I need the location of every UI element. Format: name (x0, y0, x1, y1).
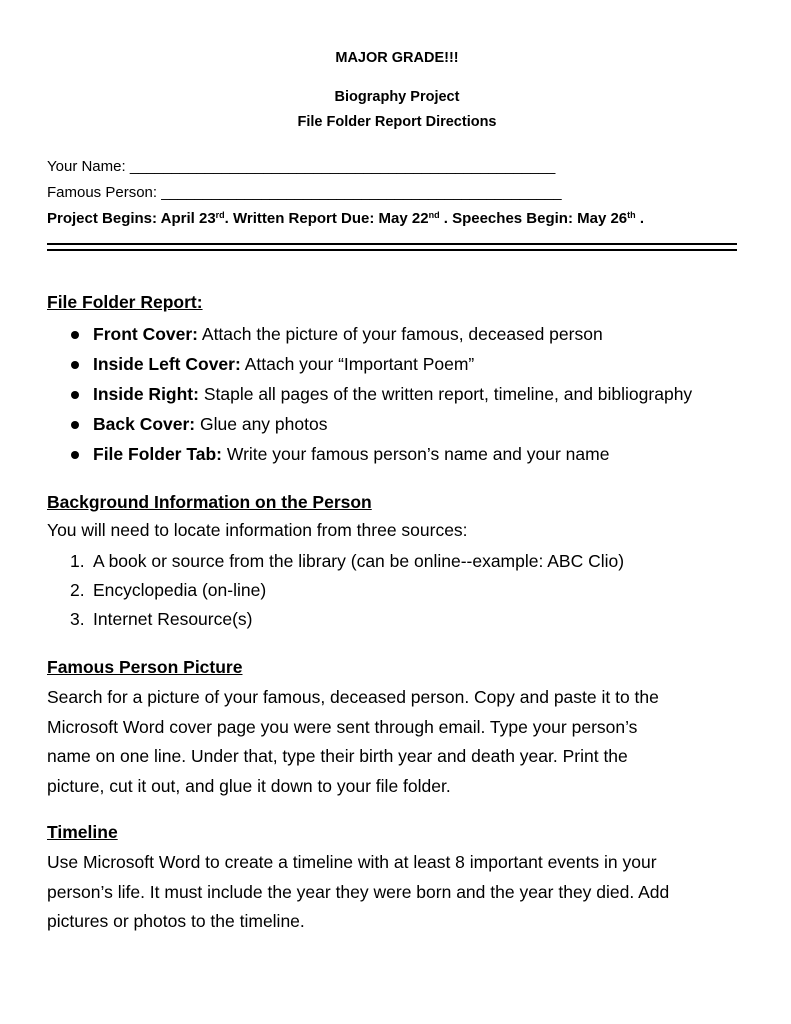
item-label: Inside Left Cover: (93, 354, 241, 374)
bullet-icon (71, 421, 79, 429)
item-text: Staple all pages of the written report, timeline, and bibliography (198, 384, 693, 404)
item-number: 1. (70, 551, 85, 571)
bullet-icon (71, 391, 79, 399)
item-text: Attach your “Important Poem” (240, 354, 475, 374)
item-text: Attach the picture of your famous, deceased person (198, 324, 603, 344)
your-name-label: Your Name: (47, 158, 130, 175)
dates-part-4: . (635, 210, 644, 227)
paragraph-line: pictures or photos to the timeline. (47, 911, 305, 931)
sources-list (47, 547, 624, 634)
paragraph-line: person’s life. It must include the year they were born and the year they died. Add (47, 881, 670, 902)
major-grade-heading: MAJOR GRADE!!! (335, 50, 459, 66)
file-folder-list (47, 321, 692, 471)
paragraph-line: name on one line. Under that, type their birth year and death year. Print the (47, 746, 628, 766)
item-text: Internet Resource(s) (93, 609, 253, 629)
list-item (47, 576, 624, 605)
list-item (47, 351, 692, 381)
timeline-paragraph (47, 848, 747, 937)
item-text: A book or source from the library (can be online--example: ABC Clio) (93, 551, 625, 571)
your-name-blank: ___________________________________________________ (129, 158, 556, 175)
file-folder-heading: File Folder Report: (47, 292, 203, 312)
bullet-icon (71, 331, 79, 339)
double-rule-divider (47, 243, 737, 251)
dates-part-3: . Speeches Begin: May 26 (439, 210, 628, 227)
paragraph-line: Microsoft Word cover page you were sent through email. Type your person’s (47, 716, 638, 737)
item-label: File Folder Tab: (93, 444, 222, 464)
picture-paragraph (47, 683, 747, 801)
list-item (47, 547, 624, 576)
paragraph-line: Search for a picture of your famous, deceased person. Copy and paste it to the (47, 687, 659, 707)
list-item (47, 381, 692, 411)
list-item (47, 605, 624, 634)
project-subtitle: File Folder Report Directions (297, 114, 497, 130)
dates-sup-2: nd (428, 210, 440, 220)
item-text: Write your famous person’s name and your name (222, 444, 610, 464)
bullet-icon (71, 361, 79, 369)
list-item (47, 321, 692, 351)
item-text: Encyclopedia (on-line) (93, 580, 267, 600)
famous-person-line (47, 184, 562, 201)
item-label: Inside Right: (93, 384, 199, 404)
list-item (47, 441, 692, 471)
famous-person-label: Famous Person: (47, 184, 162, 201)
item-text: Glue any photos (195, 414, 328, 434)
dates-sup-3: th (627, 210, 636, 220)
project-title: Biography Project (334, 89, 460, 105)
famous-person-blank: ________________________________________________ (161, 184, 562, 201)
dates-sup-1: rd (215, 210, 225, 220)
dates-part-1: Project Begins: April 23 (47, 210, 216, 227)
your-name-line (47, 158, 555, 175)
picture-heading: Famous Person Picture (47, 657, 243, 677)
item-label: Front Cover: (93, 324, 198, 344)
item-number: 2. (70, 580, 85, 600)
item-label: Back Cover: (93, 414, 196, 434)
background-heading: Background Information on the Person (47, 492, 372, 512)
list-item (47, 411, 692, 441)
paragraph-line: picture, cut it out, and glue it down to your file folder. (47, 775, 451, 796)
dates-part-2: . Written Report Due: May 22 (224, 210, 429, 227)
background-intro: You will need to locate information from three sources: (47, 520, 468, 540)
project-dates-line (47, 210, 644, 227)
paragraph-line: Use Microsoft Word to create a timeline with at least 8 important events in your (47, 852, 657, 872)
timeline-heading: Timeline (47, 822, 118, 842)
item-number: 3. (70, 609, 85, 629)
bullet-icon (71, 451, 79, 459)
